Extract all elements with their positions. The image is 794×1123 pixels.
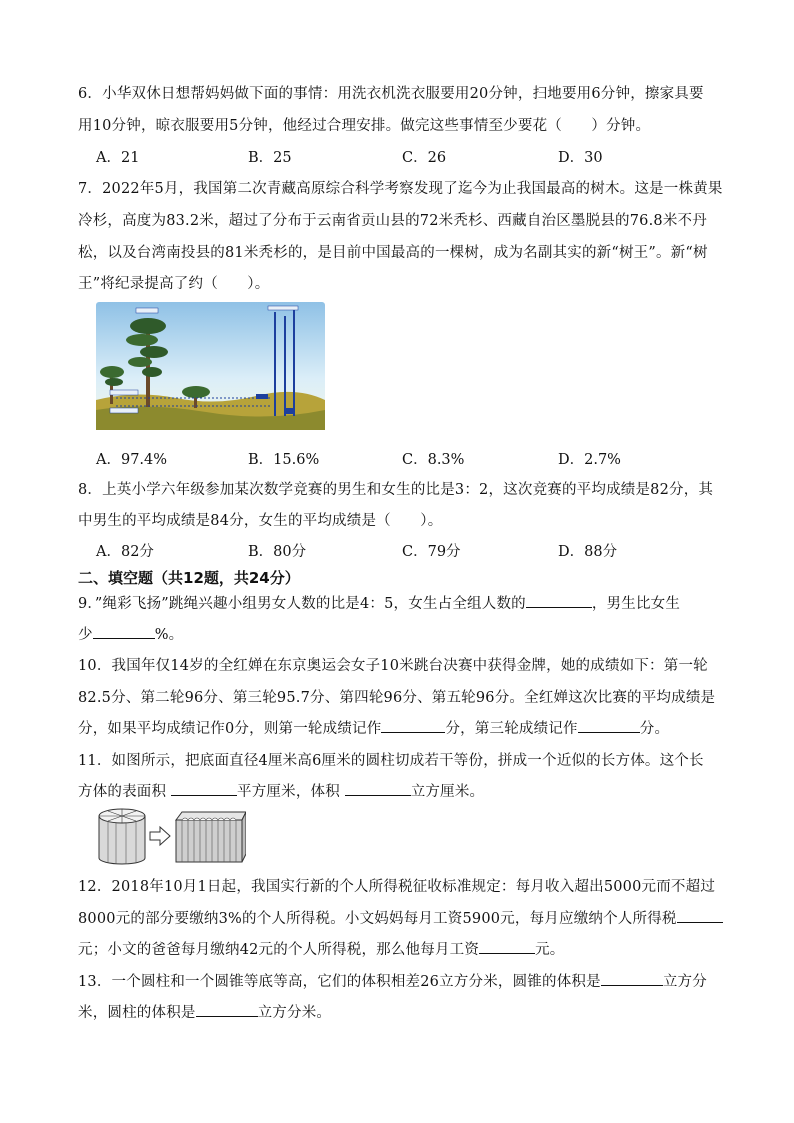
q11-text-a: 方体的表面积 <box>78 784 172 800</box>
q10-line3 <box>78 717 669 738</box>
q13-blank-1[interactable] <box>601 971 663 986</box>
tree-height-illustration <box>96 302 325 430</box>
q10-text-b: 分，第三轮成绩记作 <box>445 721 578 737</box>
q9-line2 <box>78 623 183 644</box>
q13-line1 <box>78 970 707 991</box>
q7-option-a[interactable]: A．97.4% <box>96 452 168 468</box>
q7-line2: 冷杉，高度为83.2米，超过了分布于云南省贡山县的72米秃杉、西藏自治区墨脱县的76.8米不丹 <box>78 213 707 229</box>
q9-text-a: 9．”绳彩飞扬”跳绳兴趣小组男女人数的比是4：5，女生占全组人数的 <box>78 596 526 612</box>
q13-text-a: 13．一个圆柱和一个圆锥等底等高，它们的体积相差26立方分米，圆锥的体积是 <box>78 974 601 990</box>
q12-blank-2[interactable] <box>479 939 535 954</box>
q8-line1: 8．上英小学六年级参加某次数学竞赛的男生和女生的比是3：2，这次竞赛的平均成绩是82分，其 <box>78 482 714 498</box>
q7-line3: 松，以及台湾南投县的81米秃杉的，是目前中国最高的一棵树，成为名副其实的新“树王”。新“树 <box>78 245 708 261</box>
q8-option-d[interactable]: D．88分 <box>558 544 618 560</box>
q11-text-c: 立方厘米。 <box>410 784 485 800</box>
q10-text-c: 分。 <box>639 721 670 737</box>
q12-line2 <box>78 907 723 928</box>
section-heading-fill-in: 二、填空题（共12题，共24分） <box>78 569 300 587</box>
q9-line1 <box>78 592 680 613</box>
q8-option-c[interactable]: C．79分 <box>402 544 461 560</box>
q12-text-a: 8000元的部分要缴纳3%的个人所得税。小文妈妈每月工资5900元，每月应缴纳个人所得税 <box>78 911 677 927</box>
q11-line2 <box>78 780 484 801</box>
q7-line1: 7．2022年5月，我国第二次青藏高原综合科学考察发现了迄今为止我国最高的树木。这是一株黄果 <box>78 181 723 197</box>
q12-line1: 12．2018年10月1日起，我国实行新的个人所得税征收标准规定：每月收入超出5000元而不超过 <box>78 879 716 895</box>
right-arrow-icon <box>150 827 170 845</box>
q6-option-a[interactable]: A．21 <box>96 150 140 166</box>
q8-option-a[interactable]: A．82分 <box>96 544 154 560</box>
q6-option-b[interactable]: B．25 <box>248 150 292 166</box>
q12-text-c: 元。 <box>535 942 565 958</box>
cuboid-icon <box>176 812 246 862</box>
q6-option-d[interactable]: D．30 <box>558 150 603 166</box>
q10-line1: 10．我国年仅14岁的全红婵在东京奥运会女子10米跳台决赛中获得金牌，她的成绩如下：第一轮 <box>78 658 708 674</box>
q7-option-b[interactable]: B．15.6% <box>248 452 320 468</box>
q6-line2: 用10分钟，晾衣服要用5分钟，他经过合理安排。做完这些事情至少要花（ ）分钟。 <box>78 118 651 134</box>
q6-line1: 6．小华双休日想帮妈妈做下面的事情：用洗衣机洗衣服要用20分钟，扫地要用6分钟，擦家具要 <box>78 86 704 102</box>
q11-line1: 11．如图所示，把底面直径4厘米高6厘米的圆柱切成若干等份，拼成一个近似的长方体。这个长 <box>78 753 704 769</box>
q11-blank-1[interactable] <box>171 781 237 796</box>
q6-option-c[interactable]: C．26 <box>402 150 447 166</box>
q10-text-a: 分，如果平均成绩记作0分，则第一轮成绩记作 <box>78 721 382 737</box>
q9-text-b: ，男生比女生 <box>591 596 681 612</box>
q10-blank-2[interactable] <box>578 718 640 733</box>
q9-blank-1[interactable] <box>526 593 592 608</box>
q9-text-c: 少 <box>78 627 93 643</box>
q7-option-d[interactable]: D．2.7% <box>558 452 621 468</box>
q8-option-b[interactable]: B．80分 <box>248 544 307 560</box>
q13-text-d: 立方分米。 <box>257 1005 332 1021</box>
q12-line3 <box>78 938 564 959</box>
q12-blank-1[interactable] <box>677 908 723 923</box>
cylinder-to-cuboid-diagram <box>96 806 246 866</box>
q13-blank-2[interactable] <box>196 1002 258 1017</box>
q7-line4: 王”将纪录提高了约（ ）。 <box>78 276 270 292</box>
q11-blank-2[interactable] <box>345 781 411 796</box>
q7-option-c[interactable]: C．8.3% <box>402 452 465 468</box>
q13-text-b: 立方分 <box>662 974 707 990</box>
q13-text-c: 米，圆柱的体积是 <box>78 1005 196 1021</box>
q10-line2: 82.5分、第二轮96分、第三轮95.7分、第四轮96分、第五轮96分。全红婵这次比赛的平均成绩是 <box>78 690 716 706</box>
q8-line2: 中男生的平均成绩是84分，女生的平均成绩是（ ）。 <box>78 513 443 529</box>
cylinder-icon <box>99 809 145 864</box>
q12-text-b: 元；小文的爸爸每月缴纳42元的个人所得税，那么他每月工资 <box>78 942 480 958</box>
q11-text-b: 平方厘米，体积 <box>237 784 345 800</box>
q13-line2 <box>78 1001 331 1022</box>
q9-text-d: %。 <box>154 627 184 643</box>
q9-blank-2[interactable] <box>93 624 155 639</box>
q10-blank-1[interactable] <box>381 718 445 733</box>
